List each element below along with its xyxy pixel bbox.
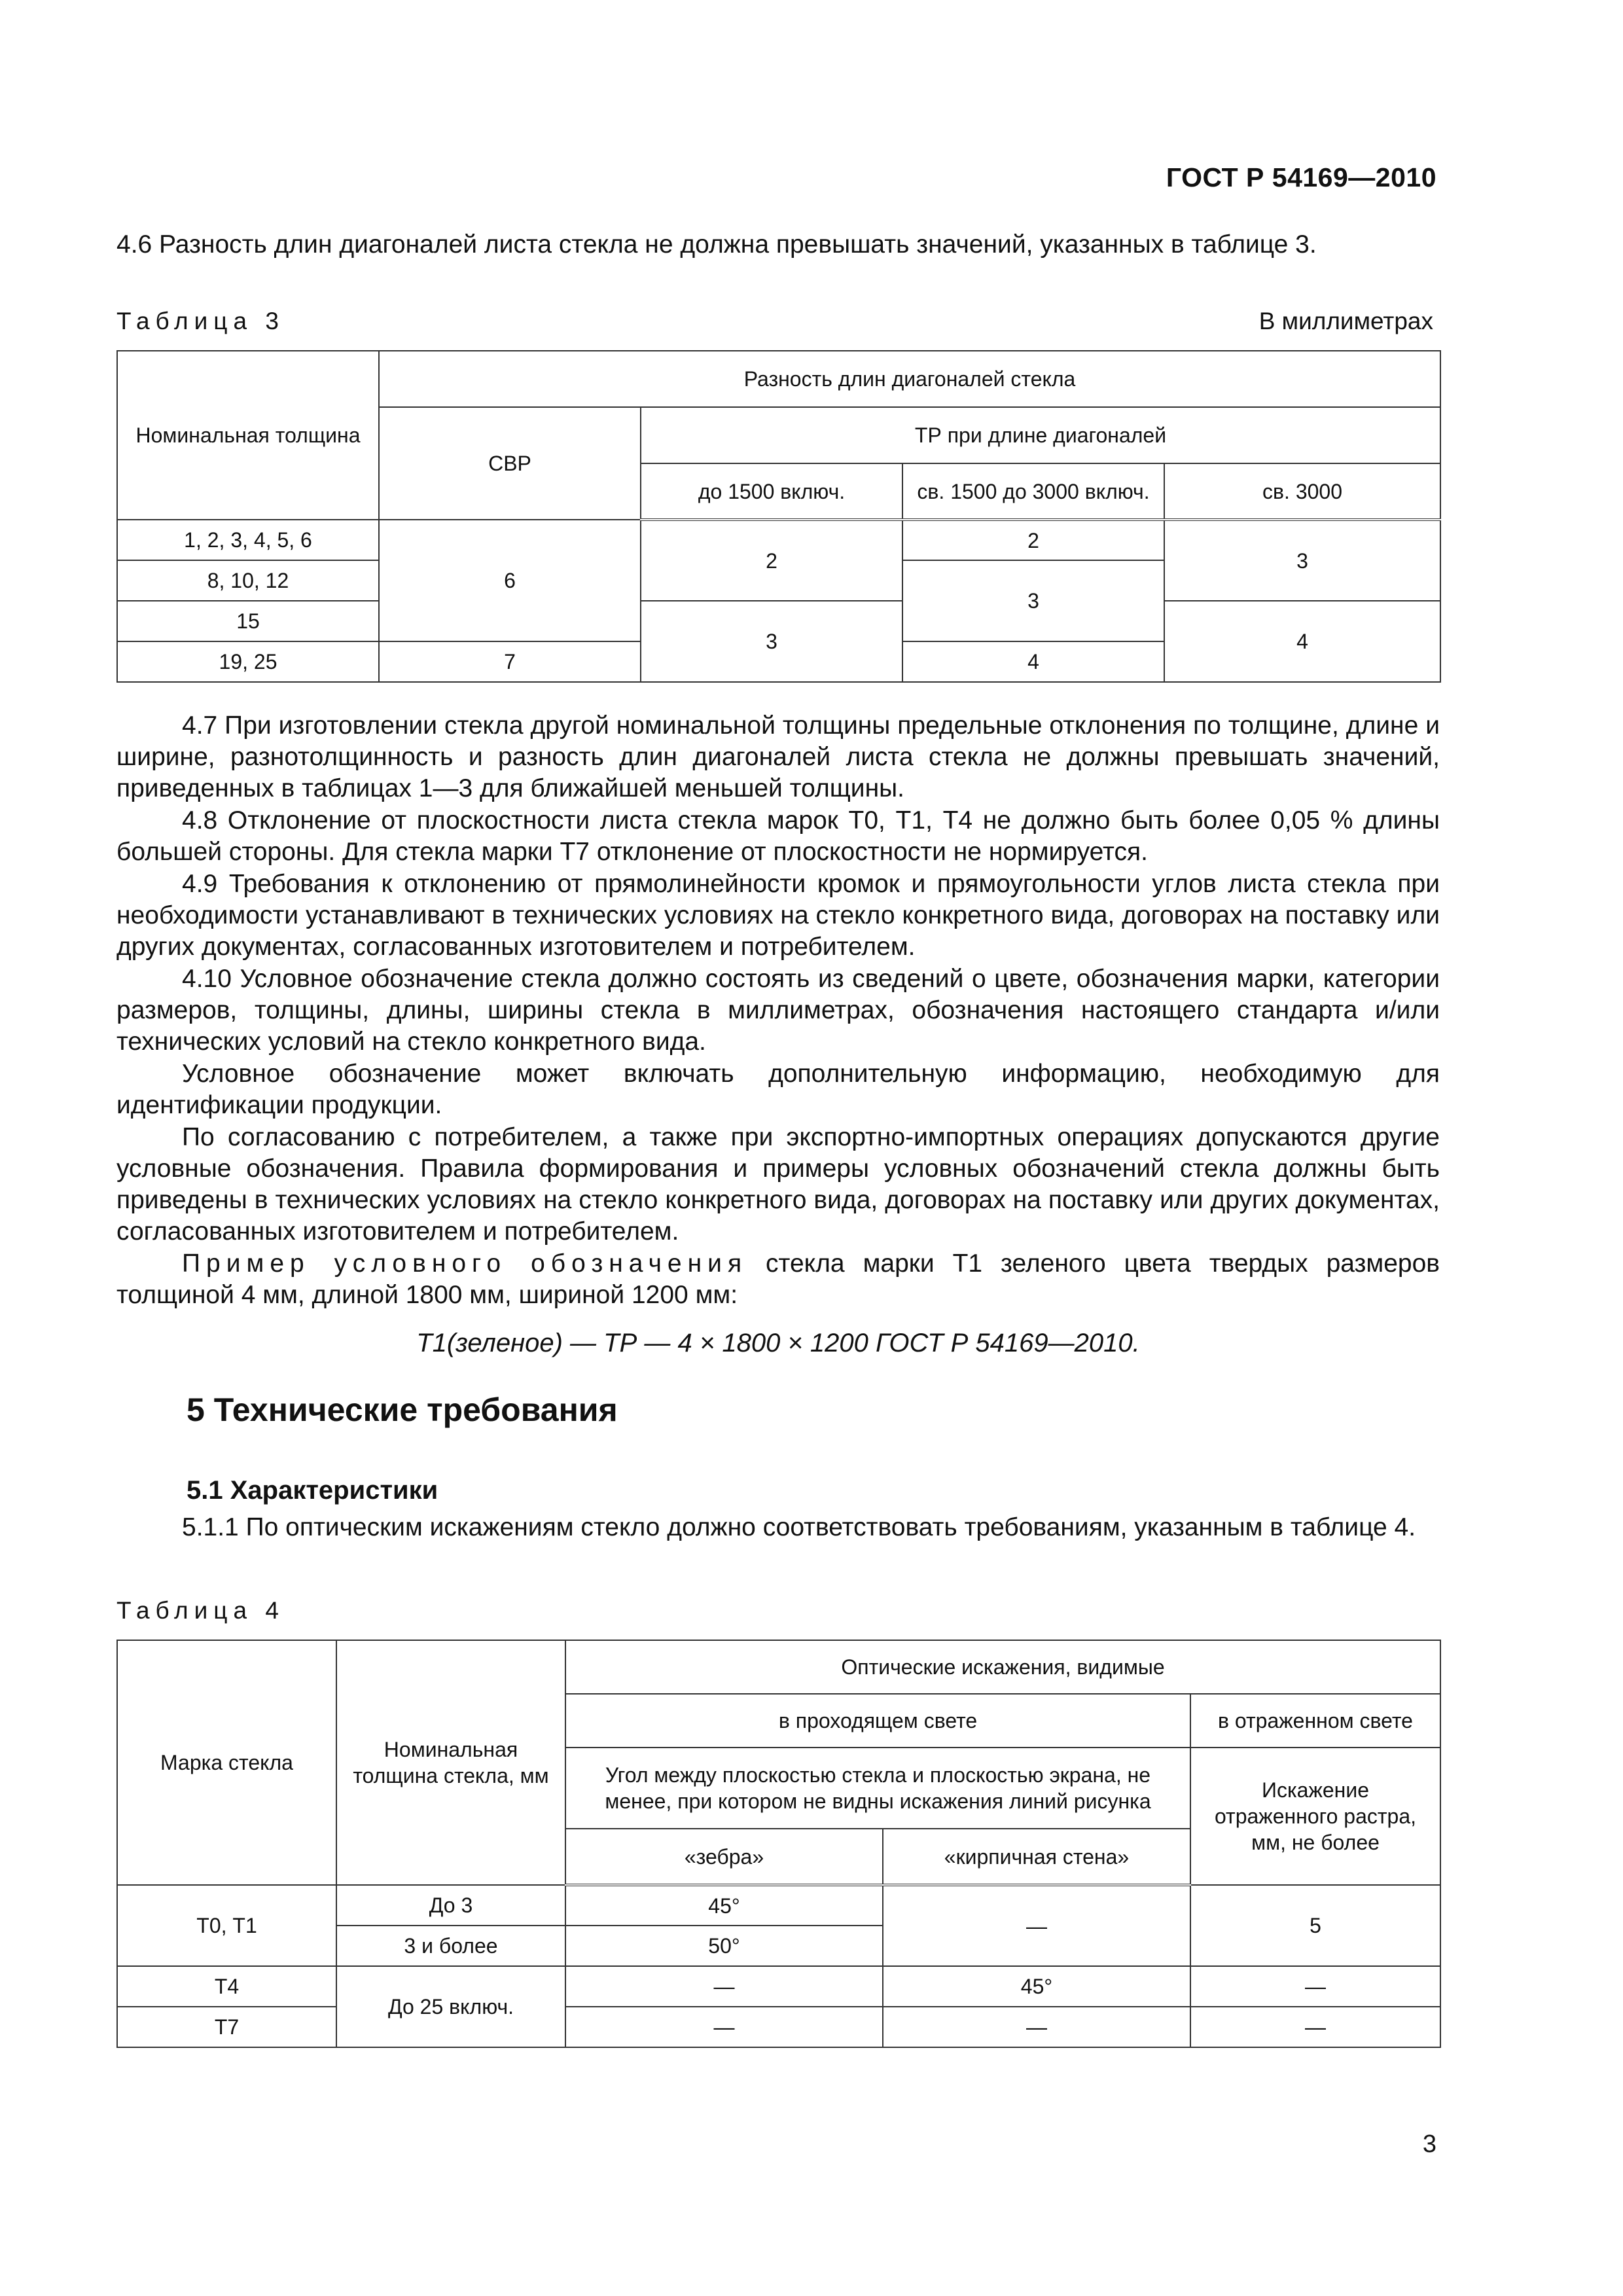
t3-tr2: 2	[902, 520, 1164, 560]
t4-brick: —	[883, 2007, 1190, 2047]
t3-thickness: 19, 25	[117, 641, 379, 682]
t4-header-thickness: Номинальная толщина стекла, мм	[336, 1640, 565, 1885]
section-5-heading: 5 Технические требования	[187, 1391, 618, 1428]
t3-header-diff: Разность длин диагоналей стекла	[379, 351, 1440, 407]
page-number: 3	[1422, 2130, 1436, 2158]
t3-header-tr-2: св. 1500 до 3000 включ.	[902, 463, 1164, 520]
t4-distortion: —	[1190, 1966, 1440, 2007]
paragraph-example: Пример условного обозначения стекла марки Т1 зеленого цвета твердых размеров толщиной 4 мм, длиной 1800 мм, шириной 1200 мм:	[116, 1249, 1440, 1309]
t3-tr2: 3	[902, 560, 1164, 641]
t4-mark: Т0, Т1	[117, 1885, 336, 1966]
t4-mark: Т7	[117, 2007, 336, 2047]
t3-header-tr: ТР при длине диагоналей	[641, 407, 1440, 463]
t3-tr2: 4	[902, 641, 1164, 682]
paragraph-4-7: 4.7 При изготовлении стекла другой номинальной толщины предельные отклонения по толщине, длине и ширине, разнотолщинность и разность длин диагоналей листа стекла не должны превышать значений, приведенных в таблицах 1—3 для ближайшей меньшей толщины.	[116, 711, 1440, 802]
t3-thickness: 8, 10, 12	[117, 560, 379, 601]
t4-zebra: —	[565, 2007, 883, 2047]
t4-thickness: 3 и более	[336, 1926, 565, 1966]
t3-header-thickness: Номинальная толщина	[117, 351, 379, 520]
t4-header-mark: Марка стекла	[117, 1640, 336, 1885]
t4-zebra: 45°	[565, 1885, 883, 1926]
t3-thickness: 15	[117, 601, 379, 641]
table3-caption: Таблица 3	[116, 308, 285, 334]
t4-header-zebra: «зебра»	[565, 1829, 883, 1885]
table-4	[116, 1640, 1441, 2048]
t3-header-tr-3: св. 3000	[1164, 463, 1440, 520]
t3-tr1: 2	[641, 520, 902, 601]
table4-caption: Таблица 4	[116, 1597, 285, 1624]
t4-distortion: 5	[1190, 1885, 1440, 1966]
t4-header-optical: Оптические искажения, видимые	[565, 1640, 1440, 1694]
t4-header-brick: «кирпичная стена»	[883, 1829, 1190, 1885]
t4-thickness: До 3	[336, 1885, 565, 1926]
t3-header-tr-1: до 1500 включ.	[641, 463, 902, 520]
t4-brick: —	[883, 1885, 1190, 1966]
t4-distortion: —	[1190, 2007, 1440, 2047]
paragraph-5-1-1: 5.1.1 По оптическим искажениям стекло должно соответствовать требованиям, указанным в таблице 4.	[182, 1513, 1416, 1541]
table3-units: В миллиметрах	[1258, 308, 1433, 334]
t3-thickness: 1, 2, 3, 4, 5, 6	[117, 520, 379, 560]
t4-header-distortion: Искажение отраженного растра, мм, не более	[1190, 1748, 1440, 1885]
designation-formula: Т1(зеленое) — ТР — 4 × 1800 × 1200 ГОСТ Р 54169—2010.	[416, 1329, 1140, 1357]
t4-header-angle: Угол между плоскостью стекла и плоскостью экрана, не менее, при котором не видны искажения линий рисунка	[565, 1748, 1190, 1829]
t4-thickness: До 25 включ.	[336, 1966, 565, 2047]
t4-zebra: —	[565, 1966, 883, 2007]
t3-svr: 6	[379, 520, 641, 641]
t3-svr: 7	[379, 641, 641, 682]
t3-tr1: 3	[641, 601, 902, 682]
t3-header-svr: СВР	[379, 407, 641, 520]
t3-tr3: 4	[1164, 601, 1440, 682]
paragraph-4-9: 4.9 Требования к отклонению от прямолинейности кромок и прямоугольности углов листа стекла при необходимости устанавливают в технических условиях на стекло конкретного вида, договорах на поставку или других документах, согласованных изготовителем и потребителем.	[116, 870, 1440, 961]
paragraph-4-10: 4.10 Условное обозначение стекла должно состоять из сведений о цвете, обозначения марки, категории размеров, толщины, длины, ширины стекла в миллиметрах, обозначения настоящего стандарта и/или технических условий на стекло конкретного вида.	[116, 965, 1440, 1056]
t4-brick: 45°	[883, 1966, 1190, 2007]
section-5-1-heading: 5.1 Характеристики	[187, 1476, 438, 1505]
t3-tr3: 3	[1164, 520, 1440, 601]
paragraph-4-8: 4.8 Отклонение от плоскостности листа стекла марок Т0, Т1, Т4 не должно быть более 0,05 % длины большей стороны. Для стекла марки Т7 отклонение от плоскостности не нормируется.	[116, 806, 1440, 866]
example-label: Пример условного обозначения	[182, 1249, 748, 1278]
paragraph-agreement: По согласованию с потребителем, а также при экспортно-импортных операциях допускаются другие условные обозначения. Правила формирования и примеры условных обозначений стекла должны быть приведены в технических условиях на стекло конкретного вида, договорах на поставку или других документах, согласованных изготовителем и потребителем.	[116, 1123, 1440, 1246]
t4-header-reflected: в отраженном свете	[1190, 1694, 1440, 1748]
t4-mark: Т4	[117, 1966, 336, 2007]
document-code: ГОСТ Р 54169—2010	[1166, 162, 1436, 192]
t4-zebra: 50°	[565, 1926, 883, 1966]
paragraph-conditional: Условное обозначение может включать дополнительную информацию, необходимую для идентификации продукции.	[116, 1060, 1440, 1119]
table-3	[116, 350, 1441, 683]
paragraph-4-6: 4.6 Разность длин диагоналей листа стекла не должна превышать значений, указанных в таблице 3.	[116, 230, 1317, 259]
t4-header-transmitted: в проходящем свете	[565, 1694, 1190, 1748]
